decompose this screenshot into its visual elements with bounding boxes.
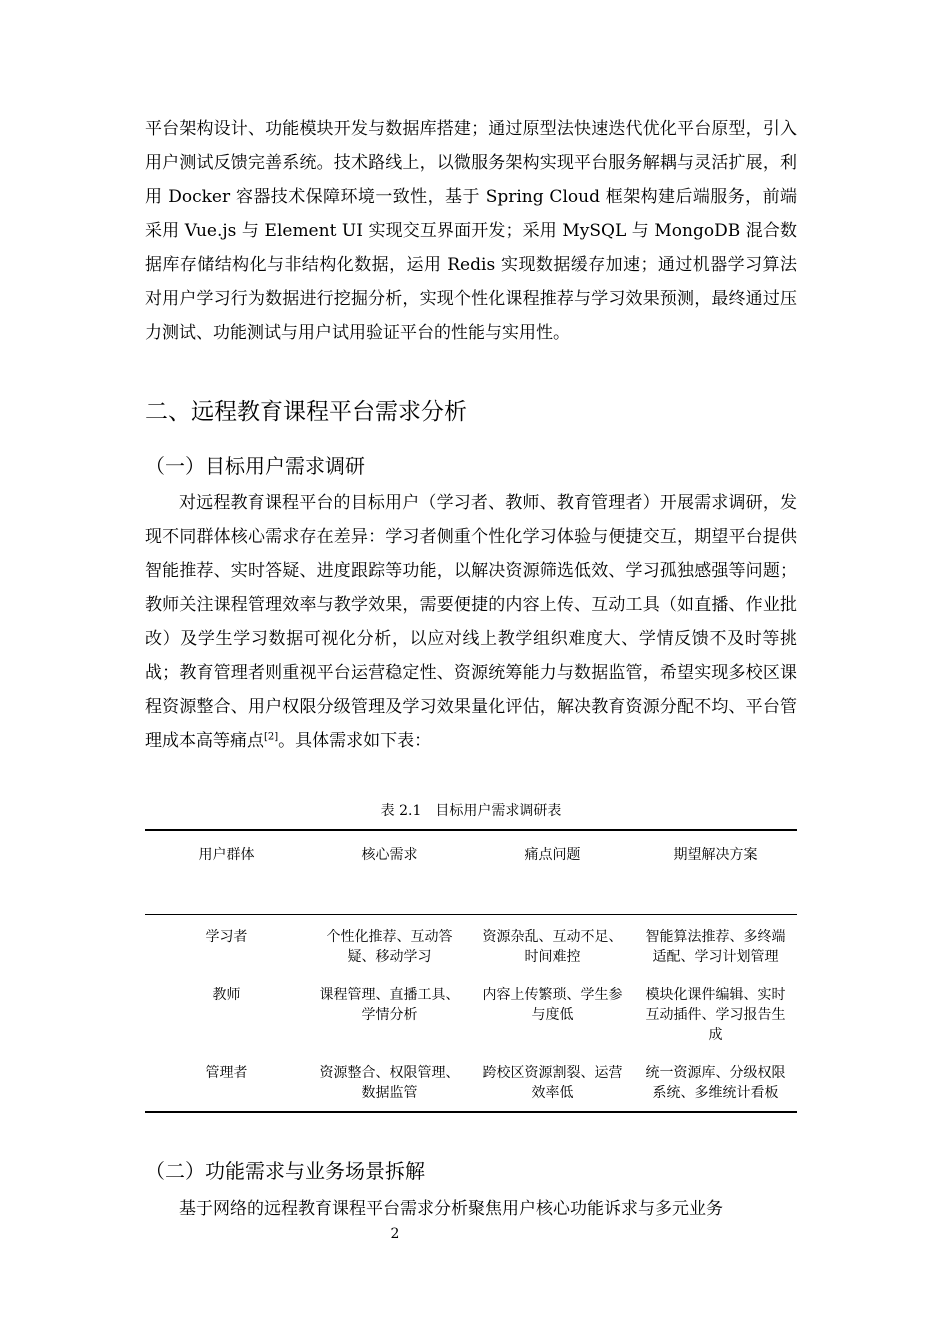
cell-pain-points: 内容上传繁琐、学生参与度低 [482, 987, 623, 1023]
cell-pain-points: 跨校区资源割裂、运营效率低 [482, 1065, 623, 1101]
function-paragraph: 基于网络的远程教育课程平台需求分析聚焦用户核心功能诉求与多元业务 [179, 1199, 723, 1219]
table-cell [471, 985, 634, 1063]
table-cell [145, 985, 308, 1063]
header-pain-points: 痛点问题 [471, 830, 634, 915]
cell-core-needs: 课程管理、直播工具、学情分析 [319, 987, 460, 1023]
cell-core-needs: 资源整合、权限管理、数据监管 [319, 1065, 460, 1101]
cell-solutions: 模块化课件编辑、实时互动插件、学习报告生成 [645, 987, 786, 1043]
cell-core-needs: 个性化推荐、互动答疑、移动学习 [326, 929, 453, 965]
survey-paragraph-text: 对远程教育课程平台的目标用户（学习者、教师、教育管理者）开展需求调研，发现不同群体核心需求存在差异：学习者侧重个性化学习体验与便捷交互，期望平台提供智能推荐、实时答疑、进度跟踪等功能，以解决资源筛选低效、学习孤独感强等问题；教师关注课程管理效率与教学效果，需要便捷的内容上传、互动工具（如直播、作业批改）及学生学习数据可视化分析，以应对线上教学组织难度大、学情反馈不及时等挑战；教育管理者则重视平台运营稳定性、资源统筹能力与数据监管，希望实现多校区课程资源整合、用户权限分级管理及学习效果量化评估，解决教育资源分配不均、平台管理成本高等痛点 [145, 493, 797, 751]
cell-user-group: 教师 [212, 987, 241, 1003]
table-cell [145, 1063, 308, 1112]
table-cell [308, 1063, 471, 1112]
subsection-heading-1: （一）目标用户需求调研 [145, 454, 365, 478]
header-user-group: 用户群体 [145, 830, 308, 915]
table-cell [471, 915, 634, 986]
table-row [145, 915, 797, 986]
header-core-needs: 核心需求 [308, 830, 471, 915]
subsection-heading-2: （二）功能需求与业务场景拆解 [145, 1159, 425, 1183]
survey-paragraph [145, 486, 797, 758]
table-cell [145, 915, 308, 986]
page-number: 2 [390, 1226, 400, 1242]
table-cell [308, 985, 471, 1063]
table-header-row [145, 830, 797, 915]
cell-solutions: 统一资源库、分级权限系统、多维统计看板 [645, 1065, 786, 1101]
table-cell [471, 1063, 634, 1112]
table-cell [634, 1063, 797, 1112]
table-caption: 表 2.1 目标用户需求调研表 [380, 803, 562, 819]
table-cell [634, 985, 797, 1063]
intro-paragraph: 平台架构设计、功能模块开发与数据库搭建；通过原型法快速迭代优化平台原型，引入用户测试反馈完善系统。技术路线上，以微服务架构实现平台服务解耦与灵活扩展，利用 Docker 容器技术保障环境一致性，基于 Spring Cloud 框架构建后端服务，前端采用 Vue.js 与 Element UI 实现交互界面开发；采用 MySQL 与 MongoDB 混合数据库存储结构化与非结构化数据，运用 Redis 实现数据缓存加速；通过机器学习算法对用户学习行为数据进行挖掘分析，实现个性化课程推荐与学习效果预测，最终通过压力测试、功能测试与用户试用验证平台的性能与实用性。 [145, 119, 797, 343]
cell-pain-points: 资源杂乱、互动不足、时间难控 [482, 929, 623, 965]
cell-user-group: 学习者 [205, 929, 248, 945]
cell-solutions: 智能算法推荐、多终端适配、学习计划管理 [645, 929, 786, 965]
cell-user-group: 管理者 [205, 1065, 248, 1081]
table-cell [634, 915, 797, 986]
table-cell [308, 915, 471, 986]
table-row [145, 985, 797, 1063]
requirements-table [145, 829, 797, 1113]
header-solutions: 期望解决方案 [634, 830, 797, 915]
survey-paragraph-tail: 。具体需求如下表： [278, 731, 432, 751]
section-heading: 二、远程教育课程平台需求分析 [145, 399, 467, 425]
citation-ref: [2] [264, 731, 279, 743]
table-row [145, 1063, 797, 1112]
